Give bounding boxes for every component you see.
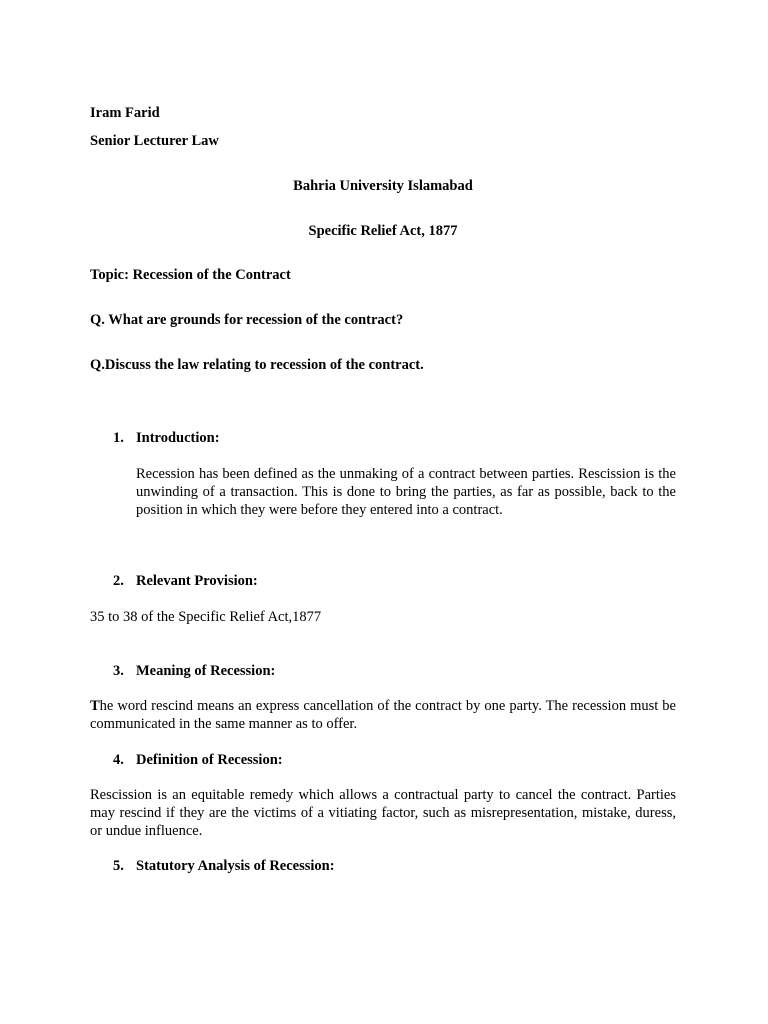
definition-paragraph: Rescission is an equitable remedy which allows a contractual party to cancel the contract. Parties may rescind if they are the victims of a vitiating factor, such as misrepresentation, mistake, duress, or undue influence. xyxy=(90,787,676,839)
section-number: 4. xyxy=(113,752,124,768)
section-number: 1. xyxy=(113,430,124,446)
section-heading-definition xyxy=(113,751,283,769)
section-title: Meaning of Recession: xyxy=(136,663,276,679)
institution-title: Bahria University Islamabad xyxy=(293,178,473,194)
meaning-paragraph-text: he word rescind means an express cancellation of the contract by one party. The recession must be communicated in the same manner as to offer. xyxy=(90,698,676,732)
author-name: Iram Farid xyxy=(90,105,160,121)
section-title: Statutory Analysis of Recession: xyxy=(136,858,335,874)
section-title: Definition of Recession: xyxy=(136,752,283,768)
bold-initial-letter: T xyxy=(90,698,100,714)
section-heading-relevant-provision xyxy=(113,572,258,590)
relevant-provision-text: 35 to 38 of the Specific Relief Act,1877 xyxy=(90,609,322,625)
section-title: Introduction: xyxy=(136,430,220,446)
act-title: Specific Relief Act, 1877 xyxy=(308,223,458,239)
author-title: Senior Lecturer Law xyxy=(90,133,219,149)
section-title: Relevant Provision: xyxy=(136,573,258,589)
section-number: 5. xyxy=(113,858,124,874)
section-heading-meaning xyxy=(113,662,275,680)
meaning-paragraph xyxy=(90,697,676,733)
section-number: 2. xyxy=(113,573,124,589)
topic-line: Topic: Recession of the Contract xyxy=(90,267,291,283)
introduction-paragraph: Recession has been defined as the unmaking of a contract between parties. Rescission is the unwinding of a transaction. This is done to bring the parties, as far as possible, back to the position in which they were before they entered into a contract. xyxy=(136,466,676,518)
question-1: Q. What are grounds for recession of the contract? xyxy=(90,312,404,328)
section-heading-statutory-analysis xyxy=(113,857,335,875)
section-number: 3. xyxy=(113,663,124,679)
section-heading-introduction xyxy=(113,429,220,447)
question-2: Q.Discuss the law relating to recession of the contract. xyxy=(90,357,424,373)
